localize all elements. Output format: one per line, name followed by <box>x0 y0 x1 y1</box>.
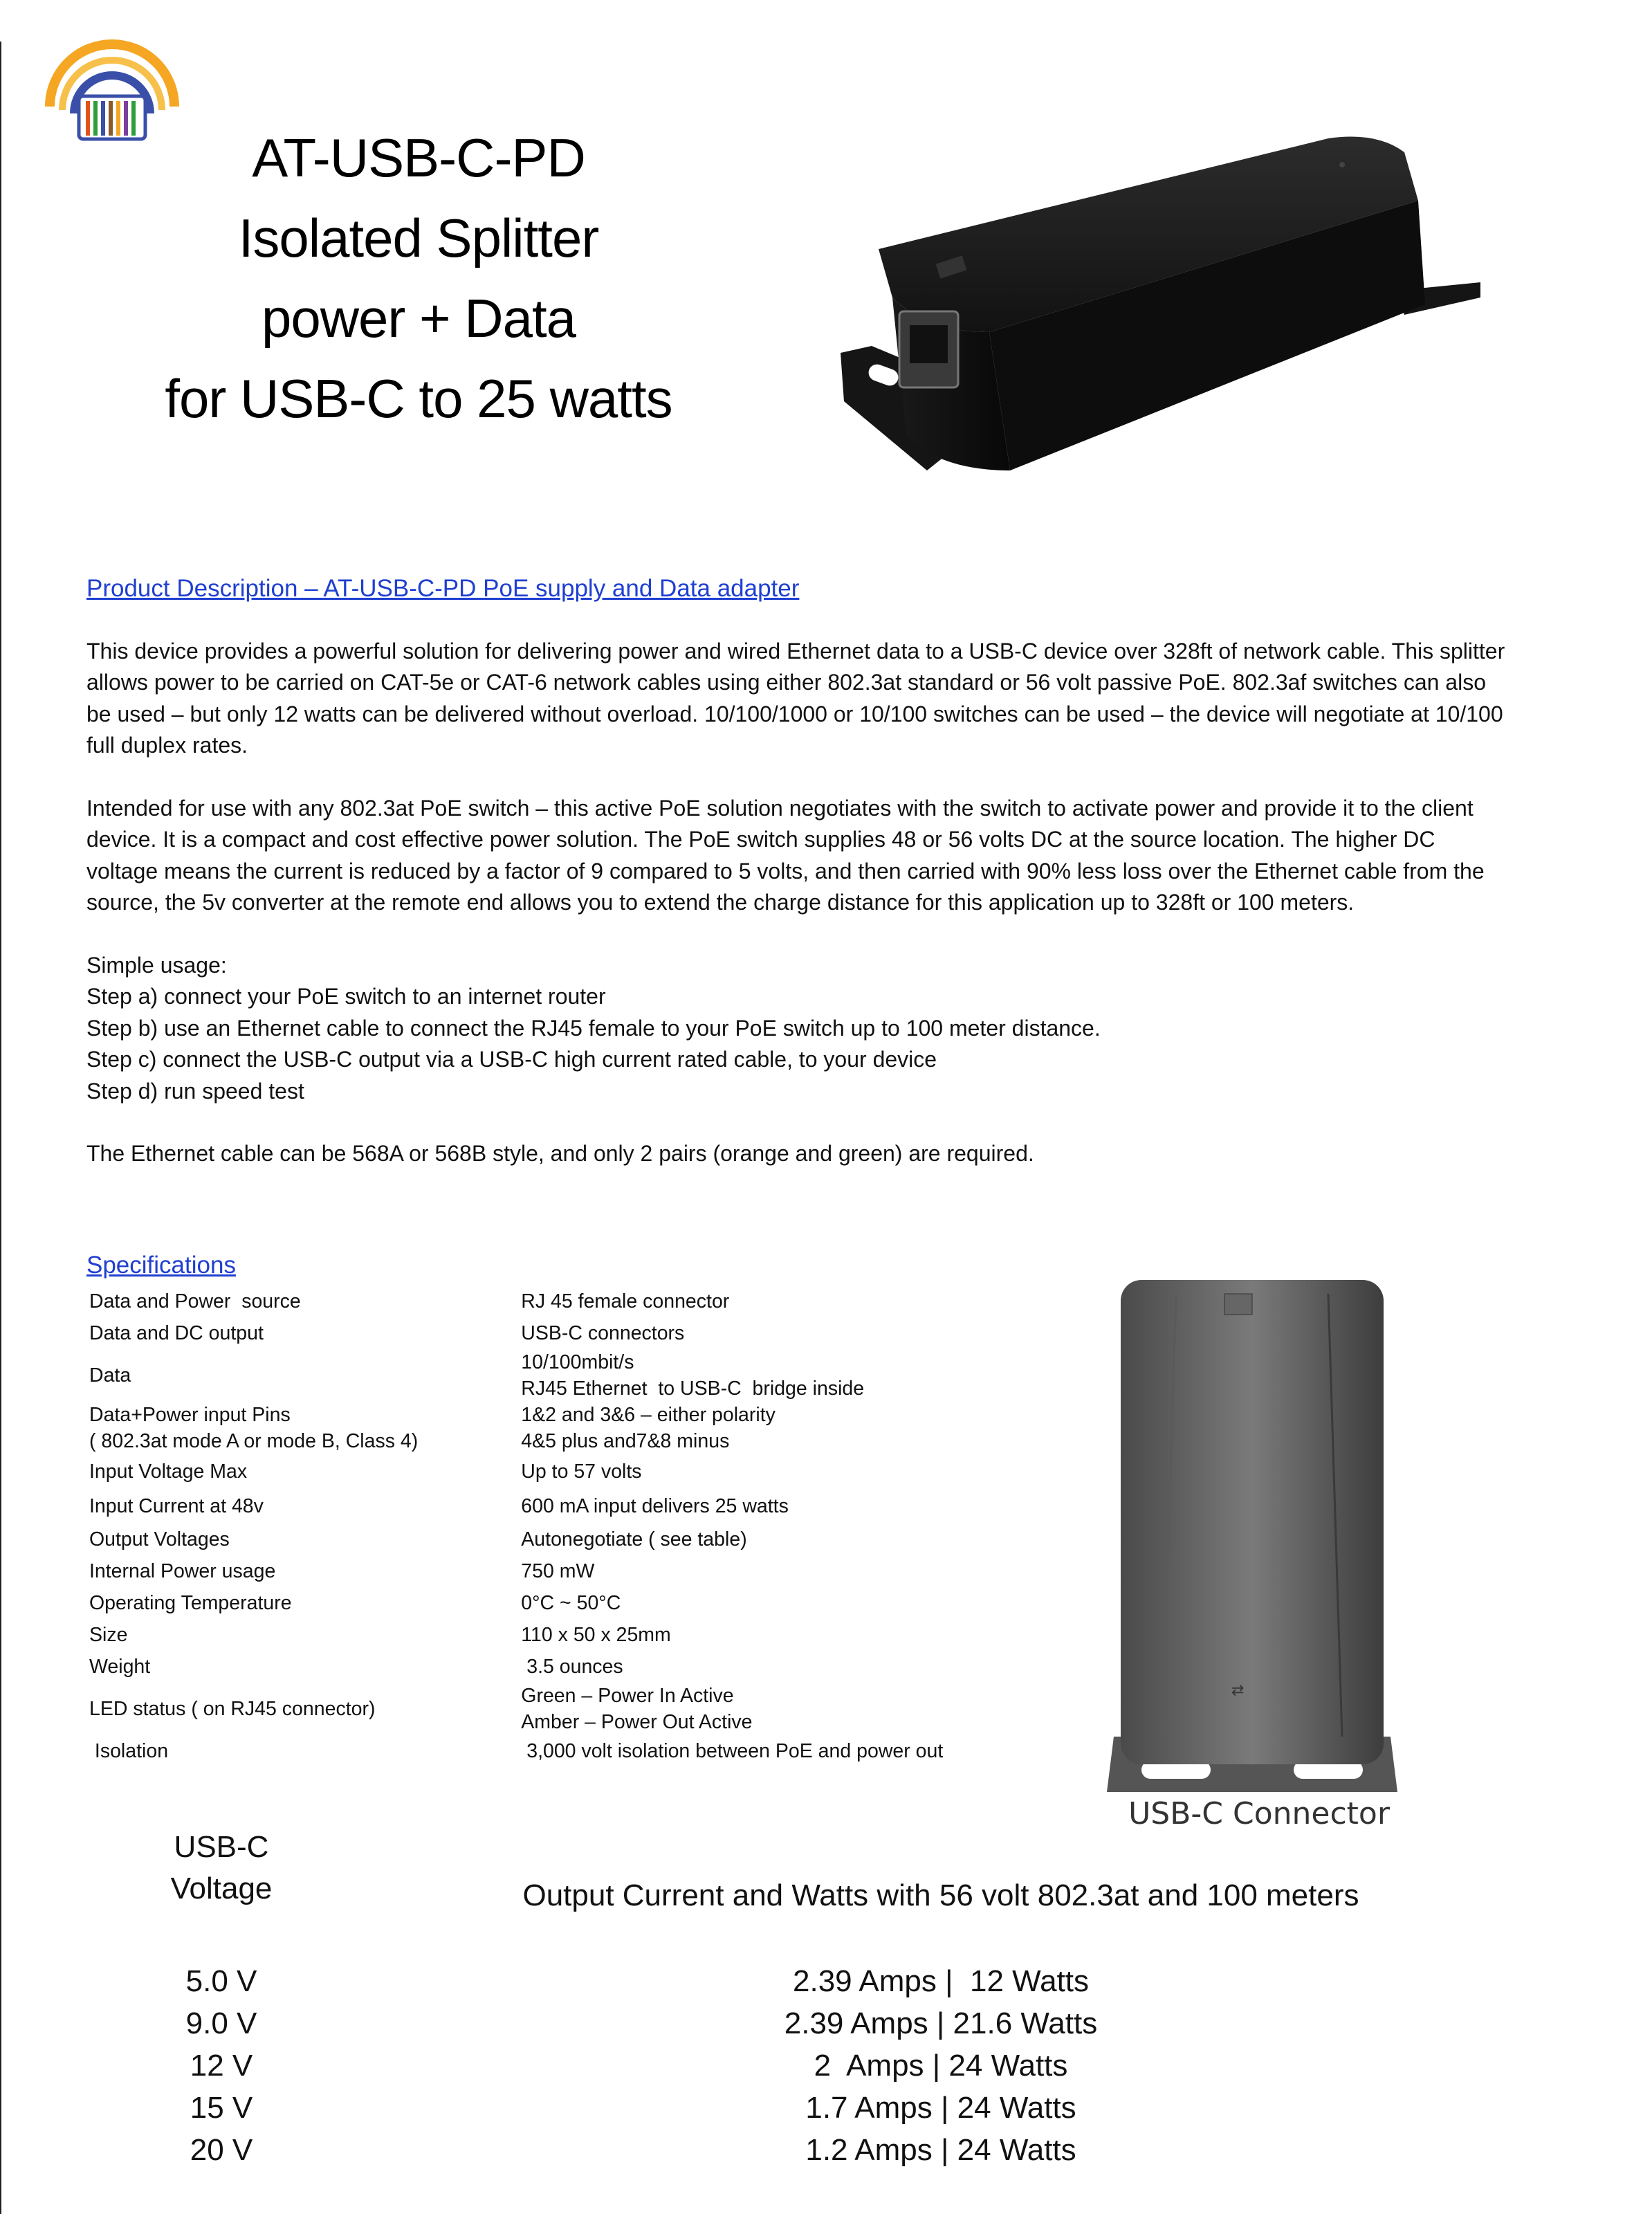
spec-value-line: Green – Power In Active <box>521 1685 734 1707</box>
spec-key <box>86 1683 518 1735</box>
spec-value-line: 600 mA input delivers 25 watts <box>521 1495 789 1517</box>
spec-row <box>86 1735 1007 1767</box>
voltage-cell: 20 V <box>190 2133 253 2167</box>
spec-key <box>86 1454 518 1489</box>
spec-value <box>518 1619 1007 1651</box>
spec-row <box>86 1683 1007 1735</box>
spec-value-line: RJ45 Ethernet to USB-C bridge inside <box>521 1378 865 1400</box>
description-heading-link[interactable]: Product Description – AT-USB-C-PD PoE supply and Data adapter <box>86 575 800 602</box>
spec-value-line: 750 mW <box>521 1560 595 1582</box>
spec-key-line: Internal Power usage <box>89 1560 276 1582</box>
spec-value <box>518 1317 1007 1349</box>
spec-value <box>518 1651 1007 1683</box>
spec-key-line: Data and DC output <box>89 1322 264 1344</box>
spec-value <box>518 1349 1007 1402</box>
voltage-cell: 9.0 V <box>185 2006 257 2040</box>
voltage-cell: 5.0 V <box>185 1964 257 1998</box>
output-values <box>726 1960 1155 2171</box>
usage-step: Step b) use an Ethernet cable to connect the RJ45 female to your PoE switch up to 100 meter distance. <box>86 1015 1101 1041</box>
spec-value-line: 110 x 50 x 25mm <box>521 1624 671 1646</box>
usbc-connector-caption: USB-C Connector <box>1128 1796 1390 1831</box>
svg-text:⇄: ⇄ <box>1231 1682 1245 1699</box>
spec-key <box>86 1555 518 1587</box>
specifications-table <box>86 1286 1007 1767</box>
spec-key-line: Size <box>89 1624 128 1646</box>
spec-value-line: 3,000 volt isolation between PoE and power out <box>521 1740 944 1762</box>
spec-key <box>86 1402 518 1454</box>
spec-row <box>86 1489 1007 1524</box>
spec-key-line: Data <box>89 1364 131 1387</box>
spec-value <box>518 1524 1007 1555</box>
output-cell: 1.2 Amps | 24 Watts <box>805 2133 1076 2167</box>
spec-row <box>86 1317 1007 1349</box>
spec-value <box>518 1683 1007 1735</box>
output-column-header: Output Current and Watts with 56 volt 802.3at and 100 meters <box>522 1878 1359 1912</box>
spec-key-line: LED status ( on RJ45 connector) <box>89 1698 376 1720</box>
page-edge-line <box>0 42 1 2214</box>
output-cell: 2.39 Amps | 12 Watts <box>793 1964 1089 1998</box>
spec-key-line: Input Voltage Max <box>89 1461 248 1483</box>
title-line: Isolated Splitter <box>238 208 599 268</box>
title-line: for USB-C to 25 watts <box>165 368 672 429</box>
output-cell: 1.7 Amps | 24 Watts <box>805 2091 1076 2125</box>
spec-key <box>86 1619 518 1651</box>
spec-key <box>86 1524 518 1555</box>
output-cell: 2.39 Amps | 21.6 Watts <box>784 2006 1098 2040</box>
spec-key-line: Data and Power source <box>89 1290 301 1312</box>
spec-value <box>518 1402 1007 1454</box>
spec-key <box>86 1651 518 1683</box>
spec-value-line: Amber – Power Out Active <box>521 1711 753 1733</box>
spec-key-line: Operating Temperature <box>89 1592 292 1614</box>
usage-step: Step a) connect your PoE switch to an internet router <box>86 984 606 1009</box>
spec-value-line: Up to 57 volts <box>521 1461 642 1483</box>
spec-key <box>86 1735 518 1767</box>
spec-key-line: Output Voltages <box>89 1528 230 1550</box>
document-title <box>125 118 713 439</box>
spec-value <box>518 1489 1007 1524</box>
usbc-connector-photo <box>1086 1252 1418 1847</box>
spec-row <box>86 1454 1007 1489</box>
voltage-cell: 12 V <box>190 2049 253 2083</box>
spec-value <box>518 1587 1007 1619</box>
spec-key <box>86 1489 518 1524</box>
spec-value <box>518 1454 1007 1489</box>
title-line: AT-USB-C-PD <box>252 127 585 188</box>
usage-title: Simple usage: <box>86 952 227 978</box>
spec-value-line: 0°C ~ 50°C <box>521 1592 621 1614</box>
spec-key <box>86 1286 518 1317</box>
spec-value <box>518 1555 1007 1587</box>
spec-row <box>86 1524 1007 1555</box>
spec-key-line: Isolation <box>89 1740 169 1762</box>
product-description <box>86 573 1512 1170</box>
spec-key-line: ( 802.3at mode A or mode B, Class 4) <box>89 1430 419 1452</box>
spec-key <box>86 1587 518 1619</box>
header-line: USB-C <box>174 1830 269 1864</box>
spec-row <box>86 1555 1007 1587</box>
cable-note: The Ethernet cable can be 568A or 568B style, and only 2 pairs (orange and green) are required. <box>86 1141 1034 1166</box>
spec-row <box>86 1619 1007 1651</box>
description-paragraph: Intended for use with any 802.3at PoE switch – this active PoE solution negotiates with the switch to activate power and provide it to the client device. It is a compact and cost effective power solution. The PoE switch supplies 48 or 56 volts DC at the source location. The higher DC voltage means the current is reduced by a factor of 9 compared to 5 volts, and then carried with 90% less loss over the Ethernet cable from the source, the 5v converter at the remote end allows you to extend the charge distance for this application up to 328ft or 100 meters. <box>86 795 1485 915</box>
voltage-cell: 15 V <box>190 2091 253 2125</box>
spec-value <box>518 1286 1007 1317</box>
spec-value-line: 10/100mbit/s <box>521 1351 634 1373</box>
description-paragraph: This device provides a powerful solution for delivering power and wired Ethernet data to a USB-C device over 328ft of network cable. This splitter allows power to be carried on CAT-5e or CAT-6 network cables using either 802.3at standard or 56 volt passive PoE. 802.3af switches can also be used – but only 12 watts can be delivered without overload. 10/100/1000 or 10/100 switches can be used – the device will negotiate at 10/100 full duplex rates. <box>86 638 1505 758</box>
spec-key-line: Data+Power input Pins <box>89 1404 291 1426</box>
specifications-heading-link[interactable]: Specifications <box>86 1252 236 1279</box>
spec-key <box>86 1317 518 1349</box>
spec-value-line: USB-C connectors <box>521 1322 685 1344</box>
spec-row <box>86 1349 1007 1402</box>
usage-step: Step d) run speed test <box>86 1078 304 1104</box>
spec-key-line: Input Current at 48v <box>89 1495 264 1517</box>
product-photo <box>830 125 1487 512</box>
spec-row <box>86 1402 1007 1454</box>
spec-value <box>518 1735 1007 1767</box>
spec-row <box>86 1651 1007 1683</box>
spec-row <box>86 1286 1007 1317</box>
spec-value-line: 3.5 ounces <box>521 1656 623 1678</box>
spec-key-line: Weight <box>89 1656 151 1678</box>
spec-key <box>86 1349 518 1402</box>
header-line: Voltage <box>170 1872 273 1905</box>
spec-value-line: 1&2 and 3&6 – either polarity <box>521 1404 775 1426</box>
spec-value-line: 4&5 plus and7&8 minus <box>521 1430 730 1452</box>
usage-step: Step c) connect the USB-C output via a USB-C high current rated cable, to your device <box>86 1047 937 1072</box>
output-cell: 2 Amps | 24 Watts <box>814 2049 1068 2083</box>
spec-value-line: Autonegotiate ( see table) <box>521 1528 747 1550</box>
voltage-values <box>145 1960 297 2171</box>
spec-row <box>86 1587 1007 1619</box>
spec-value-line: RJ 45 female connector <box>521 1290 730 1312</box>
voltage-column-header <box>145 1827 297 1910</box>
title-line: power + Data <box>261 288 576 349</box>
